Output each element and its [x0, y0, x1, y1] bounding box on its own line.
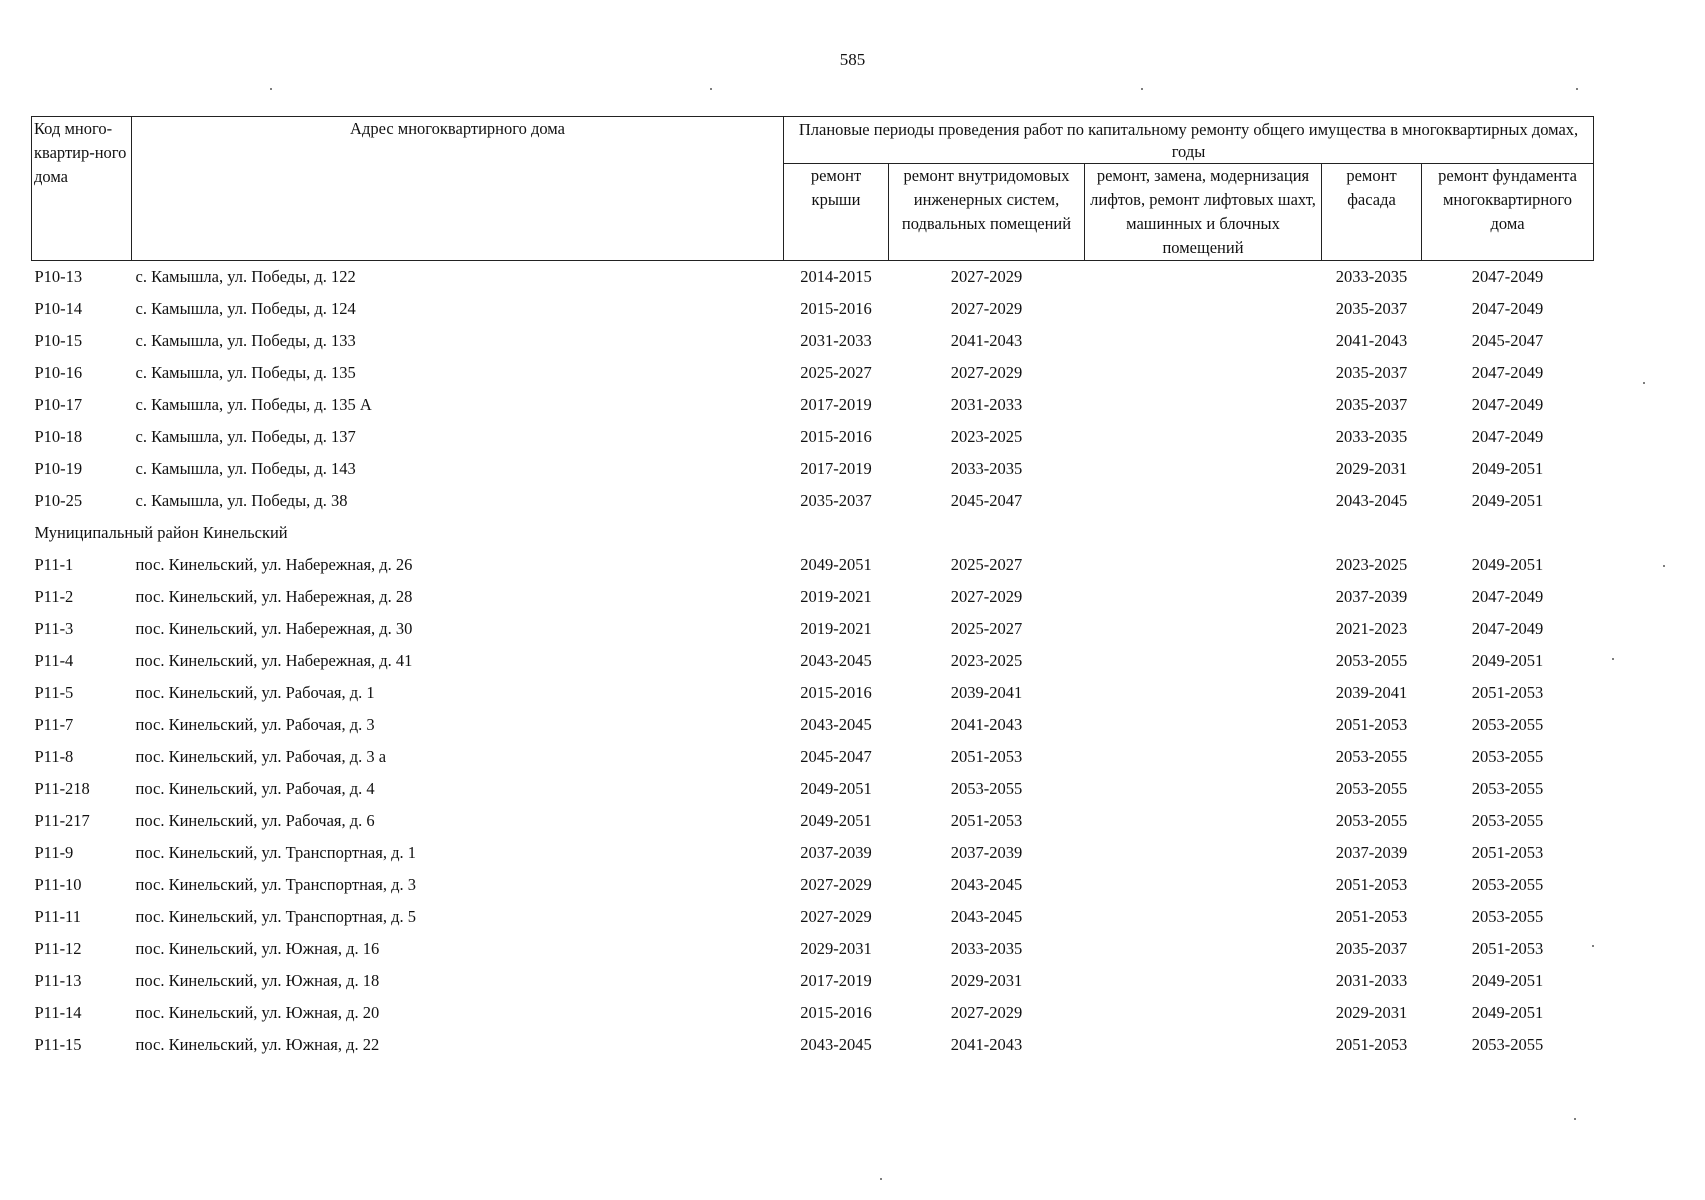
- scan-speck: [1592, 945, 1594, 947]
- header-foundation: ремонт фундамента многоквартирного дома: [1422, 164, 1594, 261]
- cell-code: Р11-13: [34, 971, 82, 990]
- cell-code: Р10-25: [34, 491, 83, 510]
- cell-roof: 2037-2039: [800, 843, 872, 862]
- scan-speck: [880, 1178, 882, 1180]
- header-facade: ремонт фасада: [1322, 164, 1422, 261]
- cell-elevators: [1085, 293, 1322, 325]
- cell-facade: 2051-2053: [1335, 875, 1408, 894]
- cell-code: Р11-9: [34, 843, 74, 862]
- cell-elevators: [1085, 741, 1322, 773]
- scan-speck: [1663, 565, 1665, 567]
- cell-roof: 2015-2016: [800, 683, 872, 702]
- cell-facade: 2031-2033: [1335, 971, 1408, 990]
- cell-foundation: 2047-2049: [1471, 267, 1544, 286]
- cell-facade: 2035-2037: [1335, 299, 1408, 318]
- cell-elevators: [1085, 421, 1322, 453]
- cell-elevators: [1085, 485, 1322, 517]
- table-row: [32, 325, 1594, 357]
- cell-code: Р11-11: [34, 907, 81, 926]
- cell-elevators: [1085, 357, 1322, 389]
- region-label: Муниципальный район Кинельский: [34, 523, 288, 542]
- table-row: [32, 613, 1594, 645]
- cell-facade: 2053-2055: [1335, 651, 1408, 670]
- cell-address: пос. Кинельский, ул. Набережная, д. 28: [135, 587, 413, 606]
- cell-foundation: 2049-2051: [1471, 459, 1544, 478]
- cell-engineering: 2045-2047: [950, 491, 1023, 510]
- cell-facade: 2039-2041: [1335, 683, 1408, 702]
- cell-foundation: 2047-2049: [1471, 619, 1544, 638]
- header-roof: ремонт крыши: [784, 164, 889, 261]
- cell-roof: 2014-2015: [800, 267, 872, 286]
- cell-facade: 2053-2055: [1335, 779, 1408, 798]
- cell-address: пос. Кинельский, ул. Набережная, д. 26: [135, 555, 413, 574]
- cell-elevators: [1085, 453, 1322, 485]
- cell-facade: 2035-2037: [1335, 363, 1408, 382]
- cell-roof: 2025-2027: [800, 363, 872, 382]
- cell-roof: 2015-2016: [800, 299, 872, 318]
- cell-elevators: [1085, 389, 1322, 421]
- cell-code: Р11-10: [34, 875, 82, 894]
- table-row: [32, 389, 1594, 421]
- cell-address: пос. Кинельский, ул. Южная, д. 20: [135, 1003, 380, 1022]
- cell-roof: 2043-2045: [800, 1035, 872, 1054]
- cell-facade: 2041-2043: [1335, 331, 1408, 350]
- cell-engineering: 2053-2055: [950, 779, 1023, 798]
- cell-roof: 2035-2037: [800, 491, 872, 510]
- cell-facade: 2033-2035: [1335, 267, 1408, 286]
- scan-speck: [1574, 1118, 1576, 1120]
- cell-foundation: 2053-2055: [1471, 715, 1544, 734]
- header-code: Код много-квартир-ного дома: [32, 117, 132, 261]
- cell-engineering: 2023-2025: [950, 651, 1023, 670]
- cell-facade: 2043-2045: [1335, 491, 1408, 510]
- table-row: [32, 1029, 1594, 1061]
- cell-foundation: 2047-2049: [1471, 299, 1544, 318]
- cell-foundation: 2047-2049: [1471, 363, 1544, 382]
- cell-code: Р11-8: [34, 747, 74, 766]
- cell-foundation: 2053-2055: [1471, 811, 1544, 830]
- scan-speck: [1576, 88, 1578, 90]
- cell-foundation: 2053-2055: [1471, 747, 1544, 766]
- cell-elevators: [1085, 1029, 1322, 1061]
- header-engineering: ремонт внутридомовых инженерных систем, подвальных помещений: [889, 164, 1085, 261]
- cell-address: пос. Кинельский, ул. Транспортная, д. 3: [135, 875, 416, 894]
- cell-code: Р10-14: [34, 299, 83, 318]
- cell-address: пос. Кинельский, ул. Рабочая, д. 4: [135, 779, 375, 798]
- cell-roof: 2049-2051: [800, 779, 872, 798]
- table-row: [32, 869, 1594, 901]
- cell-engineering: 2025-2027: [950, 555, 1023, 574]
- cell-code: Р11-4: [34, 651, 74, 670]
- cell-engineering: 2051-2053: [950, 811, 1023, 830]
- cell-engineering: 2041-2043: [950, 331, 1023, 350]
- cell-facade: 2053-2055: [1335, 747, 1408, 766]
- cell-roof: 2045-2047: [800, 747, 872, 766]
- cell-elevators: [1085, 613, 1322, 645]
- cell-facade: 2051-2053: [1335, 907, 1408, 926]
- cell-foundation: 2051-2053: [1471, 683, 1544, 702]
- cell-facade: 2035-2037: [1335, 395, 1408, 414]
- cell-engineering: 2037-2039: [950, 843, 1023, 862]
- cell-foundation: 2045-2047: [1471, 331, 1544, 350]
- cell-engineering: 2031-2033: [950, 395, 1023, 414]
- cell-elevators: [1085, 581, 1322, 613]
- cell-foundation: 2053-2055: [1471, 1035, 1544, 1054]
- capital-repair-schedule-table: [31, 116, 1594, 1061]
- cell-address: с. Камышла, ул. Победы, д. 137: [135, 427, 356, 446]
- cell-engineering: 2041-2043: [950, 1035, 1023, 1054]
- cell-elevators: [1085, 837, 1322, 869]
- cell-engineering: 2051-2053: [950, 747, 1023, 766]
- scan-speck: [270, 88, 272, 90]
- cell-code: Р10-17: [34, 395, 83, 414]
- cell-foundation: 2047-2049: [1471, 587, 1544, 606]
- table-row: [32, 741, 1594, 773]
- cell-code: Р11-15: [34, 1035, 82, 1054]
- cell-engineering: 2039-2041: [950, 683, 1023, 702]
- cell-elevators: [1085, 709, 1322, 741]
- table-row: [32, 677, 1594, 709]
- cell-roof: 2019-2021: [800, 619, 872, 638]
- table-row: [32, 453, 1594, 485]
- cell-foundation: 2053-2055: [1471, 779, 1544, 798]
- cell-foundation: 2049-2051: [1471, 651, 1544, 670]
- cell-elevators: [1085, 261, 1322, 294]
- table-row: [32, 965, 1594, 997]
- cell-roof: 2017-2019: [800, 395, 872, 414]
- cell-foundation: 2049-2051: [1471, 1003, 1544, 1022]
- table-row: [32, 261, 1594, 294]
- cell-facade: 2033-2035: [1335, 427, 1408, 446]
- cell-roof: 2043-2045: [800, 715, 872, 734]
- cell-foundation: 2053-2055: [1471, 907, 1544, 926]
- cell-address: с. Камышла, ул. Победы, д. 38: [135, 491, 348, 510]
- table-body: [32, 261, 1594, 1062]
- cell-roof: 2015-2016: [800, 1003, 872, 1022]
- table-row: [32, 485, 1594, 517]
- cell-address: с. Камышла, ул. Победы, д. 133: [135, 331, 356, 350]
- table-header: [32, 117, 1594, 261]
- cell-facade: 2029-2031: [1335, 1003, 1408, 1022]
- cell-code: Р10-15: [34, 331, 83, 350]
- cell-code: Р11-2: [34, 587, 74, 606]
- cell-elevators: [1085, 677, 1322, 709]
- cell-address: с. Камышла, ул. Победы, д. 135 А: [135, 395, 372, 414]
- cell-code: Р11-12: [34, 939, 82, 958]
- table-row: [32, 581, 1594, 613]
- cell-code: Р10-18: [34, 427, 83, 446]
- cell-elevators: [1085, 325, 1322, 357]
- table-row: [32, 357, 1594, 389]
- table-row: [32, 773, 1594, 805]
- cell-address: пос. Кинельский, ул. Рабочая, д. 3 а: [135, 747, 387, 766]
- cell-elevators: [1085, 773, 1322, 805]
- cell-engineering: 2043-2045: [950, 875, 1023, 894]
- cell-roof: 2029-2031: [800, 939, 872, 958]
- cell-engineering: 2033-2035: [950, 939, 1023, 958]
- scan-speck: [1643, 382, 1645, 384]
- cell-roof: 2027-2029: [800, 907, 872, 926]
- cell-engineering: 2023-2025: [950, 427, 1023, 446]
- cell-address: пос. Кинельский, ул. Рабочая, д. 6: [135, 811, 375, 830]
- cell-roof: 2017-2019: [800, 971, 872, 990]
- cell-code: Р11-14: [34, 1003, 82, 1022]
- cell-foundation: 2051-2053: [1471, 939, 1544, 958]
- cell-elevators: [1085, 805, 1322, 837]
- cell-elevators: [1085, 645, 1322, 677]
- cell-address: пос. Кинельский, ул. Южная, д. 16: [135, 939, 380, 958]
- table-row: [32, 645, 1594, 677]
- cell-foundation: 2053-2055: [1471, 875, 1544, 894]
- cell-address: с. Камышла, ул. Победы, д. 124: [135, 299, 356, 318]
- cell-address: пос. Кинельский, ул. Южная, д. 22: [135, 1035, 380, 1054]
- table-row: [32, 933, 1594, 965]
- cell-address: с. Камышла, ул. Победы, д. 143: [135, 459, 356, 478]
- cell-address: пос. Кинельский, ул. Транспортная, д. 5: [135, 907, 416, 926]
- cell-roof: 2049-2051: [800, 555, 872, 574]
- cell-elevators: [1085, 549, 1322, 581]
- cell-code: Р11-3: [34, 619, 74, 638]
- cell-roof: 2019-2021: [800, 587, 872, 606]
- cell-code: Р11-1: [34, 555, 74, 574]
- cell-engineering: 2027-2029: [950, 267, 1023, 286]
- header-elevators: ремонт, замена, модернизация лифтов, ремонт лифтовых шахт, машинных и блочных помещений: [1085, 164, 1322, 261]
- cell-foundation: 2047-2049: [1471, 395, 1544, 414]
- cell-foundation: 2047-2049: [1471, 427, 1544, 446]
- cell-foundation: 2051-2053: [1471, 843, 1544, 862]
- cell-facade: 2035-2037: [1335, 939, 1408, 958]
- cell-address: пос. Кинельский, ул. Южная, д. 18: [135, 971, 380, 990]
- cell-code: Р11-217: [34, 811, 90, 830]
- cell-facade: 2051-2053: [1335, 1035, 1408, 1054]
- cell-foundation: 2049-2051: [1471, 555, 1544, 574]
- cell-engineering: 2027-2029: [950, 363, 1023, 382]
- cell-engineering: 2027-2029: [950, 299, 1023, 318]
- table-row: [32, 837, 1594, 869]
- cell-code: Р10-13: [34, 267, 83, 286]
- cell-facade: 2029-2031: [1335, 459, 1408, 478]
- table-row: [32, 421, 1594, 453]
- cell-address: пос. Кинельский, ул. Транспортная, д. 1: [135, 843, 416, 862]
- table-row: [32, 805, 1594, 837]
- scan-speck: [1141, 88, 1143, 90]
- table-row: [32, 901, 1594, 933]
- cell-address: с. Камышла, ул. Победы, д. 135: [135, 363, 356, 382]
- cell-engineering: 2043-2045: [950, 907, 1023, 926]
- header-periods-group: Плановые периоды проведения работ по капитальному ремонту общего имущества в многоквартирных домах, годы: [784, 117, 1594, 164]
- cell-facade: 2051-2053: [1335, 715, 1408, 734]
- cell-code: Р11-7: [34, 715, 74, 734]
- cell-roof: 2027-2029: [800, 875, 872, 894]
- cell-facade: 2053-2055: [1335, 811, 1408, 830]
- cell-address: пос. Кинельский, ул. Набережная, д. 30: [135, 619, 413, 638]
- cell-roof: 2017-2019: [800, 459, 872, 478]
- cell-engineering: 2033-2035: [950, 459, 1023, 478]
- cell-code: Р10-19: [34, 459, 83, 478]
- cell-elevators: [1085, 901, 1322, 933]
- cell-facade: 2037-2039: [1335, 587, 1408, 606]
- cell-address: с. Камышла, ул. Победы, д. 122: [135, 267, 356, 286]
- cell-roof: 2015-2016: [800, 427, 872, 446]
- cell-roof: 2031-2033: [800, 331, 872, 350]
- cell-engineering: 2041-2043: [950, 715, 1023, 734]
- cell-roof: 2049-2051: [800, 811, 872, 830]
- cell-elevators: [1085, 997, 1322, 1029]
- cell-code: Р11-5: [34, 683, 74, 702]
- cell-facade: 2023-2025: [1335, 555, 1408, 574]
- cell-elevators: [1085, 965, 1322, 997]
- cell-code: Р11-218: [34, 779, 90, 798]
- cell-roof: 2043-2045: [800, 651, 872, 670]
- cell-engineering: 2029-2031: [950, 971, 1023, 990]
- cell-engineering: 2027-2029: [950, 587, 1023, 606]
- cell-engineering: 2027-2029: [950, 1003, 1023, 1022]
- table-row: [32, 293, 1594, 325]
- scan-speck: [710, 88, 712, 90]
- cell-foundation: 2049-2051: [1471, 971, 1544, 990]
- cell-address: пос. Кинельский, ул. Рабочая, д. 1: [135, 683, 375, 702]
- cell-elevators: [1085, 869, 1322, 901]
- cell-facade: 2021-2023: [1335, 619, 1408, 638]
- cell-address: пос. Кинельский, ул. Набережная, д. 41: [135, 651, 413, 670]
- region-row: [32, 517, 1594, 549]
- table-row: [32, 997, 1594, 1029]
- cell-address: пос. Кинельский, ул. Рабочая, д. 3: [135, 715, 375, 734]
- page-number: 585: [839, 50, 866, 69]
- cell-facade: 2037-2039: [1335, 843, 1408, 862]
- table-row: [32, 709, 1594, 741]
- cell-elevators: [1085, 933, 1322, 965]
- cell-engineering: 2025-2027: [950, 619, 1023, 638]
- table-row: [32, 549, 1594, 581]
- header-address: Адрес многоквартирного дома: [132, 117, 784, 261]
- scan-speck: [1612, 658, 1614, 660]
- cell-foundation: 2049-2051: [1471, 491, 1544, 510]
- cell-code: Р10-16: [34, 363, 83, 382]
